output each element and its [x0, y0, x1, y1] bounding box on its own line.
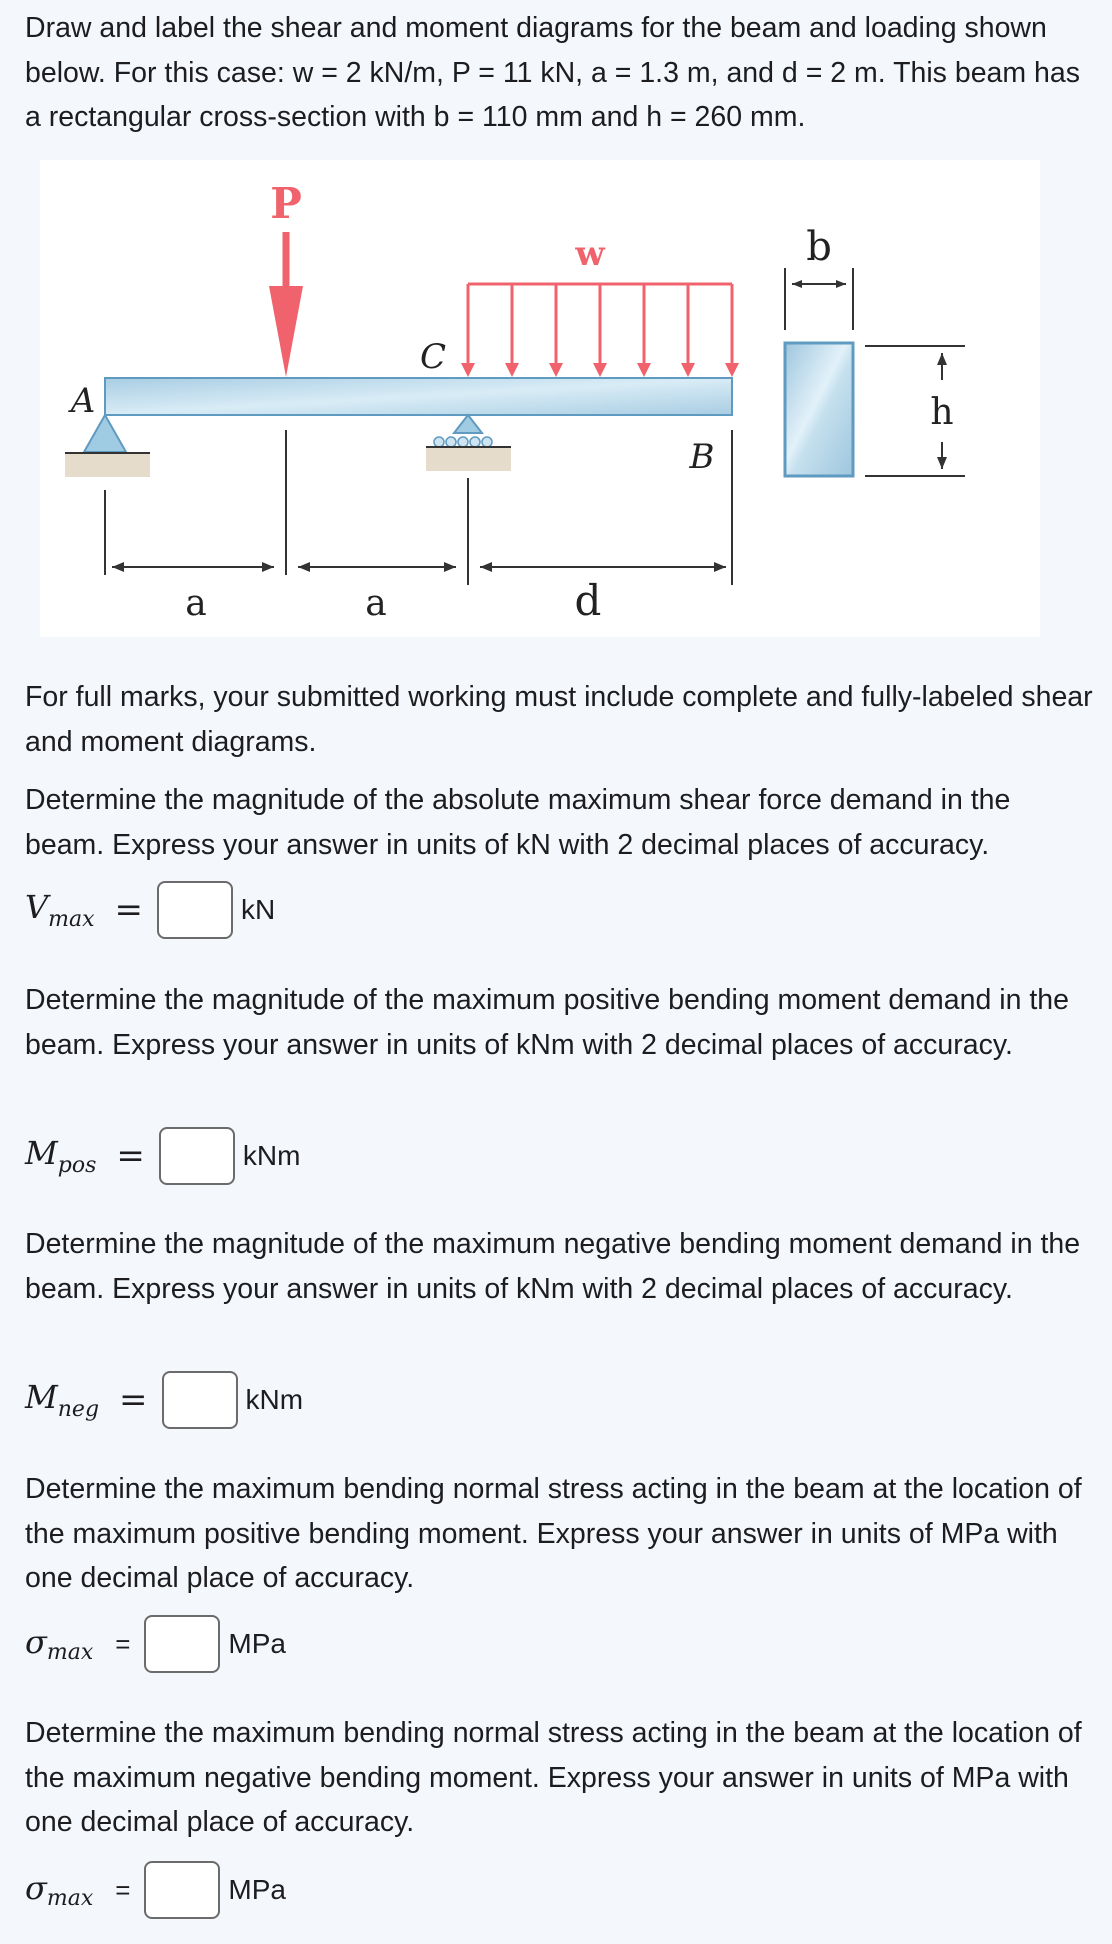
point-c-label: C: [419, 337, 447, 377]
sigma-max-symbol: $\sigma_{max}$: [25, 1623, 94, 1665]
answer-row-mpos: [25, 1124, 300, 1188]
answer-row-vmax: [25, 878, 275, 942]
load-w-label: w: [575, 234, 605, 274]
mpos-input[interactable]: [159, 1127, 235, 1185]
dim-a1-label: a: [185, 583, 207, 624]
equals-sign: =: [115, 1874, 131, 1905]
sigma-max-symbol: $\sigma_{max}$: [25, 1869, 94, 1911]
load-p-label: P: [270, 179, 302, 228]
question-4-prompt: Determine the maximum bending normal stress acting in the beam at the location of the maximum positive bending moment. Express your answer in units of MPa with one decimal place of accuracy.: [25, 1473, 1082, 1594]
problem-statement: Draw and label the shear and moment diagrams for the beam and loading shown below. For this case: w = 2 kN/m, P = 11 kN, a = 1.3 m, and d = 2 m. This beam has a rectangular cross-section with b = 110 mm and h = 260 mm.: [25, 12, 1081, 133]
beam-diagram: [40, 160, 1040, 637]
vmax-unit: kN: [241, 894, 276, 925]
question-5-prompt: Determine the maximum bending normal stress acting in the beam at the location of the maximum negative bending moment. Express your answer in units of MPa with one decimal place of accuracy.: [25, 1717, 1082, 1838]
pin-support: [65, 415, 150, 477]
answer-row-mneg: [25, 1368, 303, 1432]
question-2-prompt: Determine the magnitude of the maximum positive bending moment demand in the beam. Express your answer in units of kNm with 2 decimal places of accuracy.: [25, 984, 1069, 1061]
equals-sign: =: [116, 1136, 145, 1176]
beam: [105, 378, 732, 415]
dim-d-label: d: [574, 576, 602, 625]
vmax-input[interactable]: [157, 881, 233, 939]
dim-b-label: b: [806, 224, 832, 270]
point-b-label: B: [689, 437, 715, 477]
answer-row-sigma-pos: [25, 1612, 286, 1676]
dim-h-label: h: [930, 392, 954, 433]
mneg-input[interactable]: [162, 1371, 238, 1429]
distributed-load: [461, 284, 739, 377]
sigma-pos-unit: MPa: [228, 1628, 286, 1659]
mpos-unit: kNm: [242, 1140, 301, 1171]
mneg-unit: kNm: [245, 1384, 304, 1415]
mneg-symbol: $M_{neg}$: [25, 1378, 100, 1422]
question-3-prompt: Determine the magnitude of the maximum negative bending moment demand in the beam. Express your answer in units of kNm with 2 decimal places of accuracy.: [25, 1228, 1081, 1305]
beam-figure: [40, 160, 1040, 637]
mpos-symbol: $M_{pos}$: [25, 1134, 97, 1178]
equals-sign: =: [115, 1628, 131, 1659]
dim-a2-label: a: [365, 583, 387, 624]
point-load-arrow: [269, 232, 303, 377]
dimension-lines: [105, 430, 732, 585]
sigma-neg-input[interactable]: [144, 1861, 220, 1919]
equals-sign: =: [119, 1380, 148, 1420]
point-a-label: A: [70, 381, 96, 421]
full-marks-note: For full marks, your submitted working must include complete and fully-labeled shear and moment diagrams.: [25, 681, 1093, 758]
question-1-prompt: Determine the magnitude of the absolute maximum shear force demand in the beam. Express your answer in units of kN with 2 decimal places of accuracy.: [25, 784, 1011, 861]
equals-sign: =: [114, 890, 143, 930]
sigma-neg-unit: MPa: [228, 1874, 286, 1905]
cross-section: [785, 343, 853, 476]
sigma-pos-input[interactable]: [144, 1615, 220, 1673]
roller-support: [426, 415, 511, 471]
answer-row-sigma-neg: [25, 1858, 286, 1922]
vmax-symbol: $V_{max}$: [25, 888, 95, 932]
